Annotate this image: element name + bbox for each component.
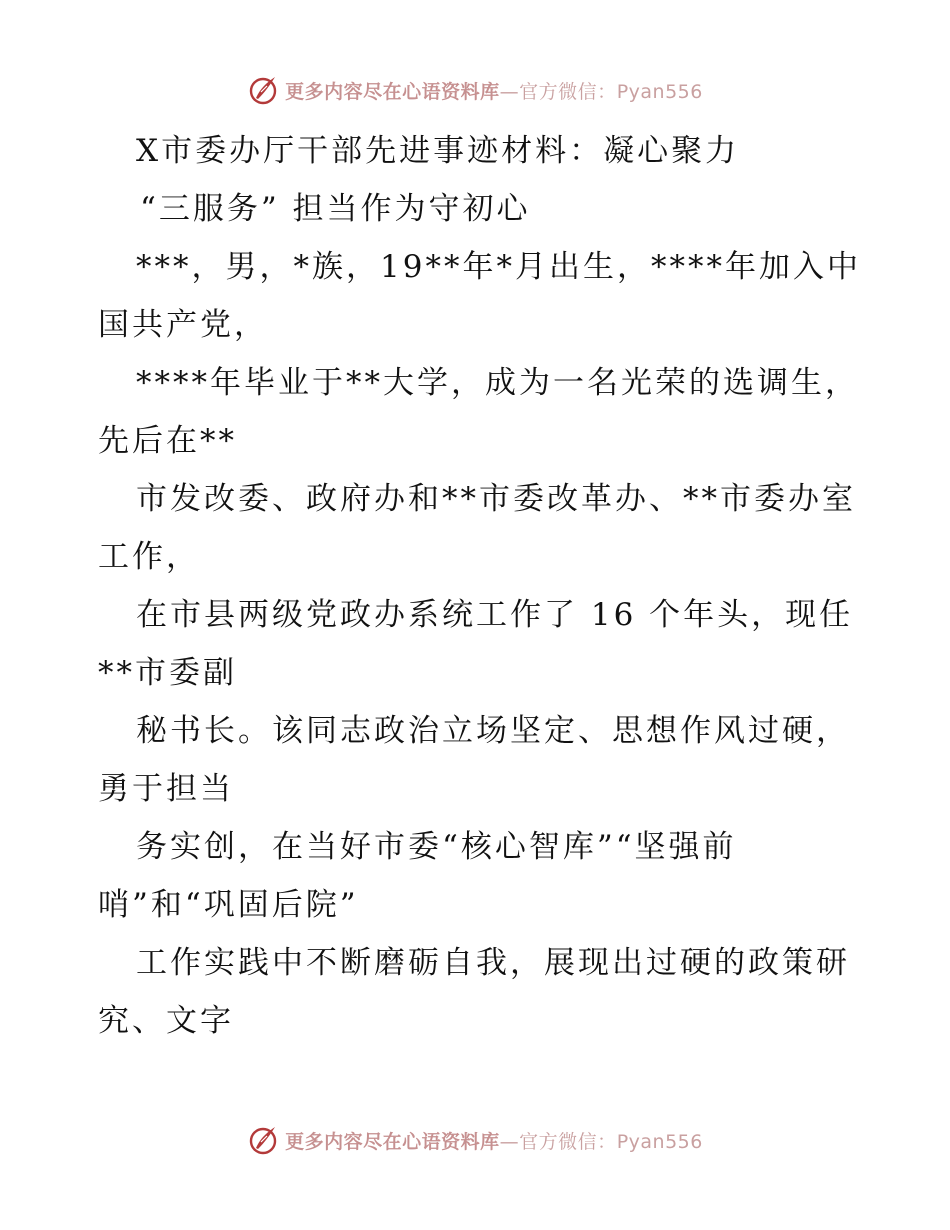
body-line: 在市县两级党政办系统工作了 16 个年头，现任 [136,597,854,633]
banner-account: Pyan556 [616,80,703,103]
body-line: 工作， [98,539,200,575]
body-line: 先后在** [98,423,237,459]
document-title-line-2: “三服务” 担当作为守初心 [140,191,531,227]
banner-label: 官方微信： [519,80,617,103]
paragraph-lines [98,238,861,1050]
banner-separator: — [499,1130,520,1153]
banner-text [285,1127,703,1154]
banner-brand: 更多内容尽在心语资料库 [285,1130,500,1153]
footer-banner [0,1120,950,1160]
body-line: 哨”和“巩固后院” [98,887,359,923]
banner-text [285,77,703,104]
quill-logo-icon [247,1124,279,1156]
body-line: ***，男，*族，19**年*月出生，****年加入中 [136,249,861,285]
banner-brand: 更多内容尽在心语资料库 [285,80,500,103]
banner-separator: — [499,80,520,103]
banner-label: 官方微信： [519,1130,617,1153]
body-line: 市发改委、政府办和**市委改革办、**市委办室 [136,481,856,517]
body-line: 务实创，在当好市委“核心智库”“坚强前 [136,829,737,865]
banner-account: Pyan556 [616,1130,703,1153]
header-banner [0,70,950,110]
document-title-line-1: X市委办厅干部先进事迹材料：凝心聚力 [136,133,740,169]
body-line: **市委副 [98,655,237,691]
document-body [98,122,861,1050]
quill-logo-icon [247,74,279,106]
body-line: 勇于担当 [98,771,234,807]
body-line: 究、文字 [98,1003,234,1039]
body-line: 工作实践中不断磨砺自我，展现出过硬的政策研 [136,945,850,981]
body-line: 国共产党， [98,307,268,343]
body-line: ****年毕业于**大学，成为一名光荣的选调生， [136,365,859,401]
body-line: 秘书长。该同志政治立场坚定、思想作风过硬， [136,713,850,749]
